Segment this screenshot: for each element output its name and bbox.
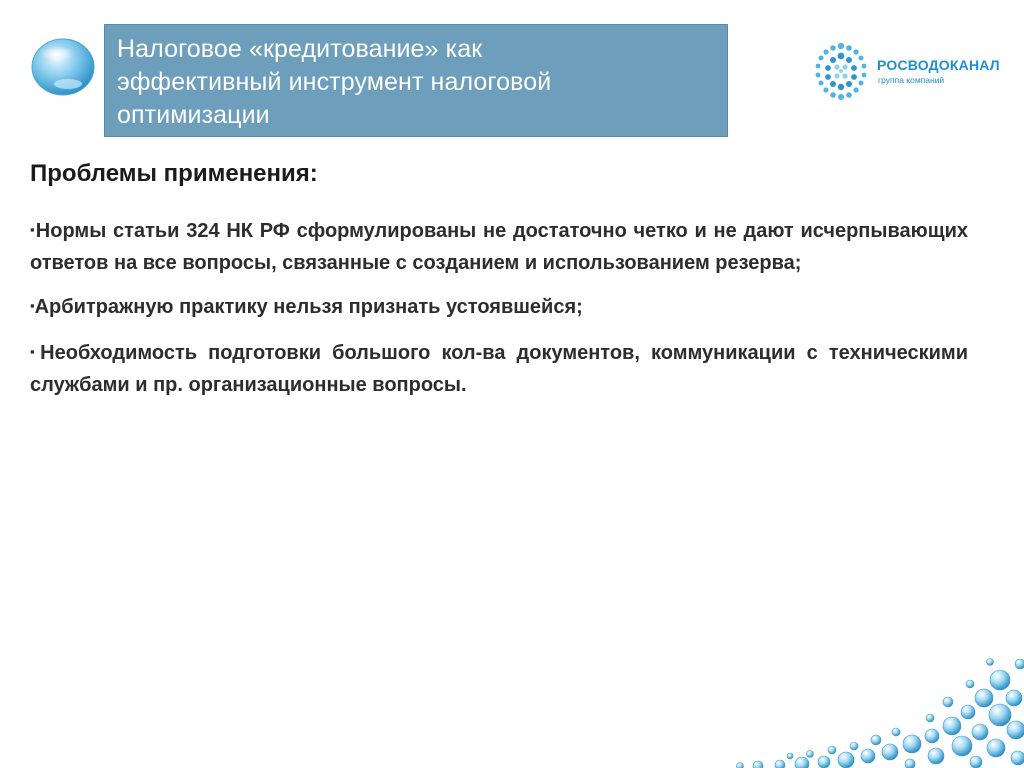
bullet-list [30,216,968,414]
bullet-item-2 [30,292,968,324]
logo-name: РОСВОДОКАНАЛ [877,57,1000,73]
bullet-text: Арбитражную практику нельзя признать устоявшейся; [34,296,583,318]
bullet-text: Необходимость подготовки большого кол-ва документов, коммуникации с техническими службами и пр. организационные вопросы. [30,342,969,396]
bullet-text: Нормы статьи 324 НК РФ сформулированы не достаточно четко и не дают исчерпывающих ответов на все вопросы, связанные с созданием и использованием резерва; [30,220,968,274]
bullet-marker: ▪ [30,222,36,237]
title-line-2: эффективный инструмент налоговой [117,68,552,96]
water-drop-icon [30,36,96,96]
logo-subtitle: группа компаний [878,75,945,85]
title-line-1: Налоговое «кредитование» как [117,35,483,63]
company-logo [810,40,1020,102]
title-box [104,24,728,137]
section-heading: Проблемы применения: [30,160,318,187]
logo-drops-icon [810,40,872,102]
bullet-item-3 [30,338,968,400]
bullet-marker: ▪ [30,344,41,359]
bullet-item-1 [30,216,968,278]
bubbles-decoration [700,640,1024,768]
bullet-marker: ▪ [30,298,35,313]
title-line-3: оптимизации [117,101,270,129]
